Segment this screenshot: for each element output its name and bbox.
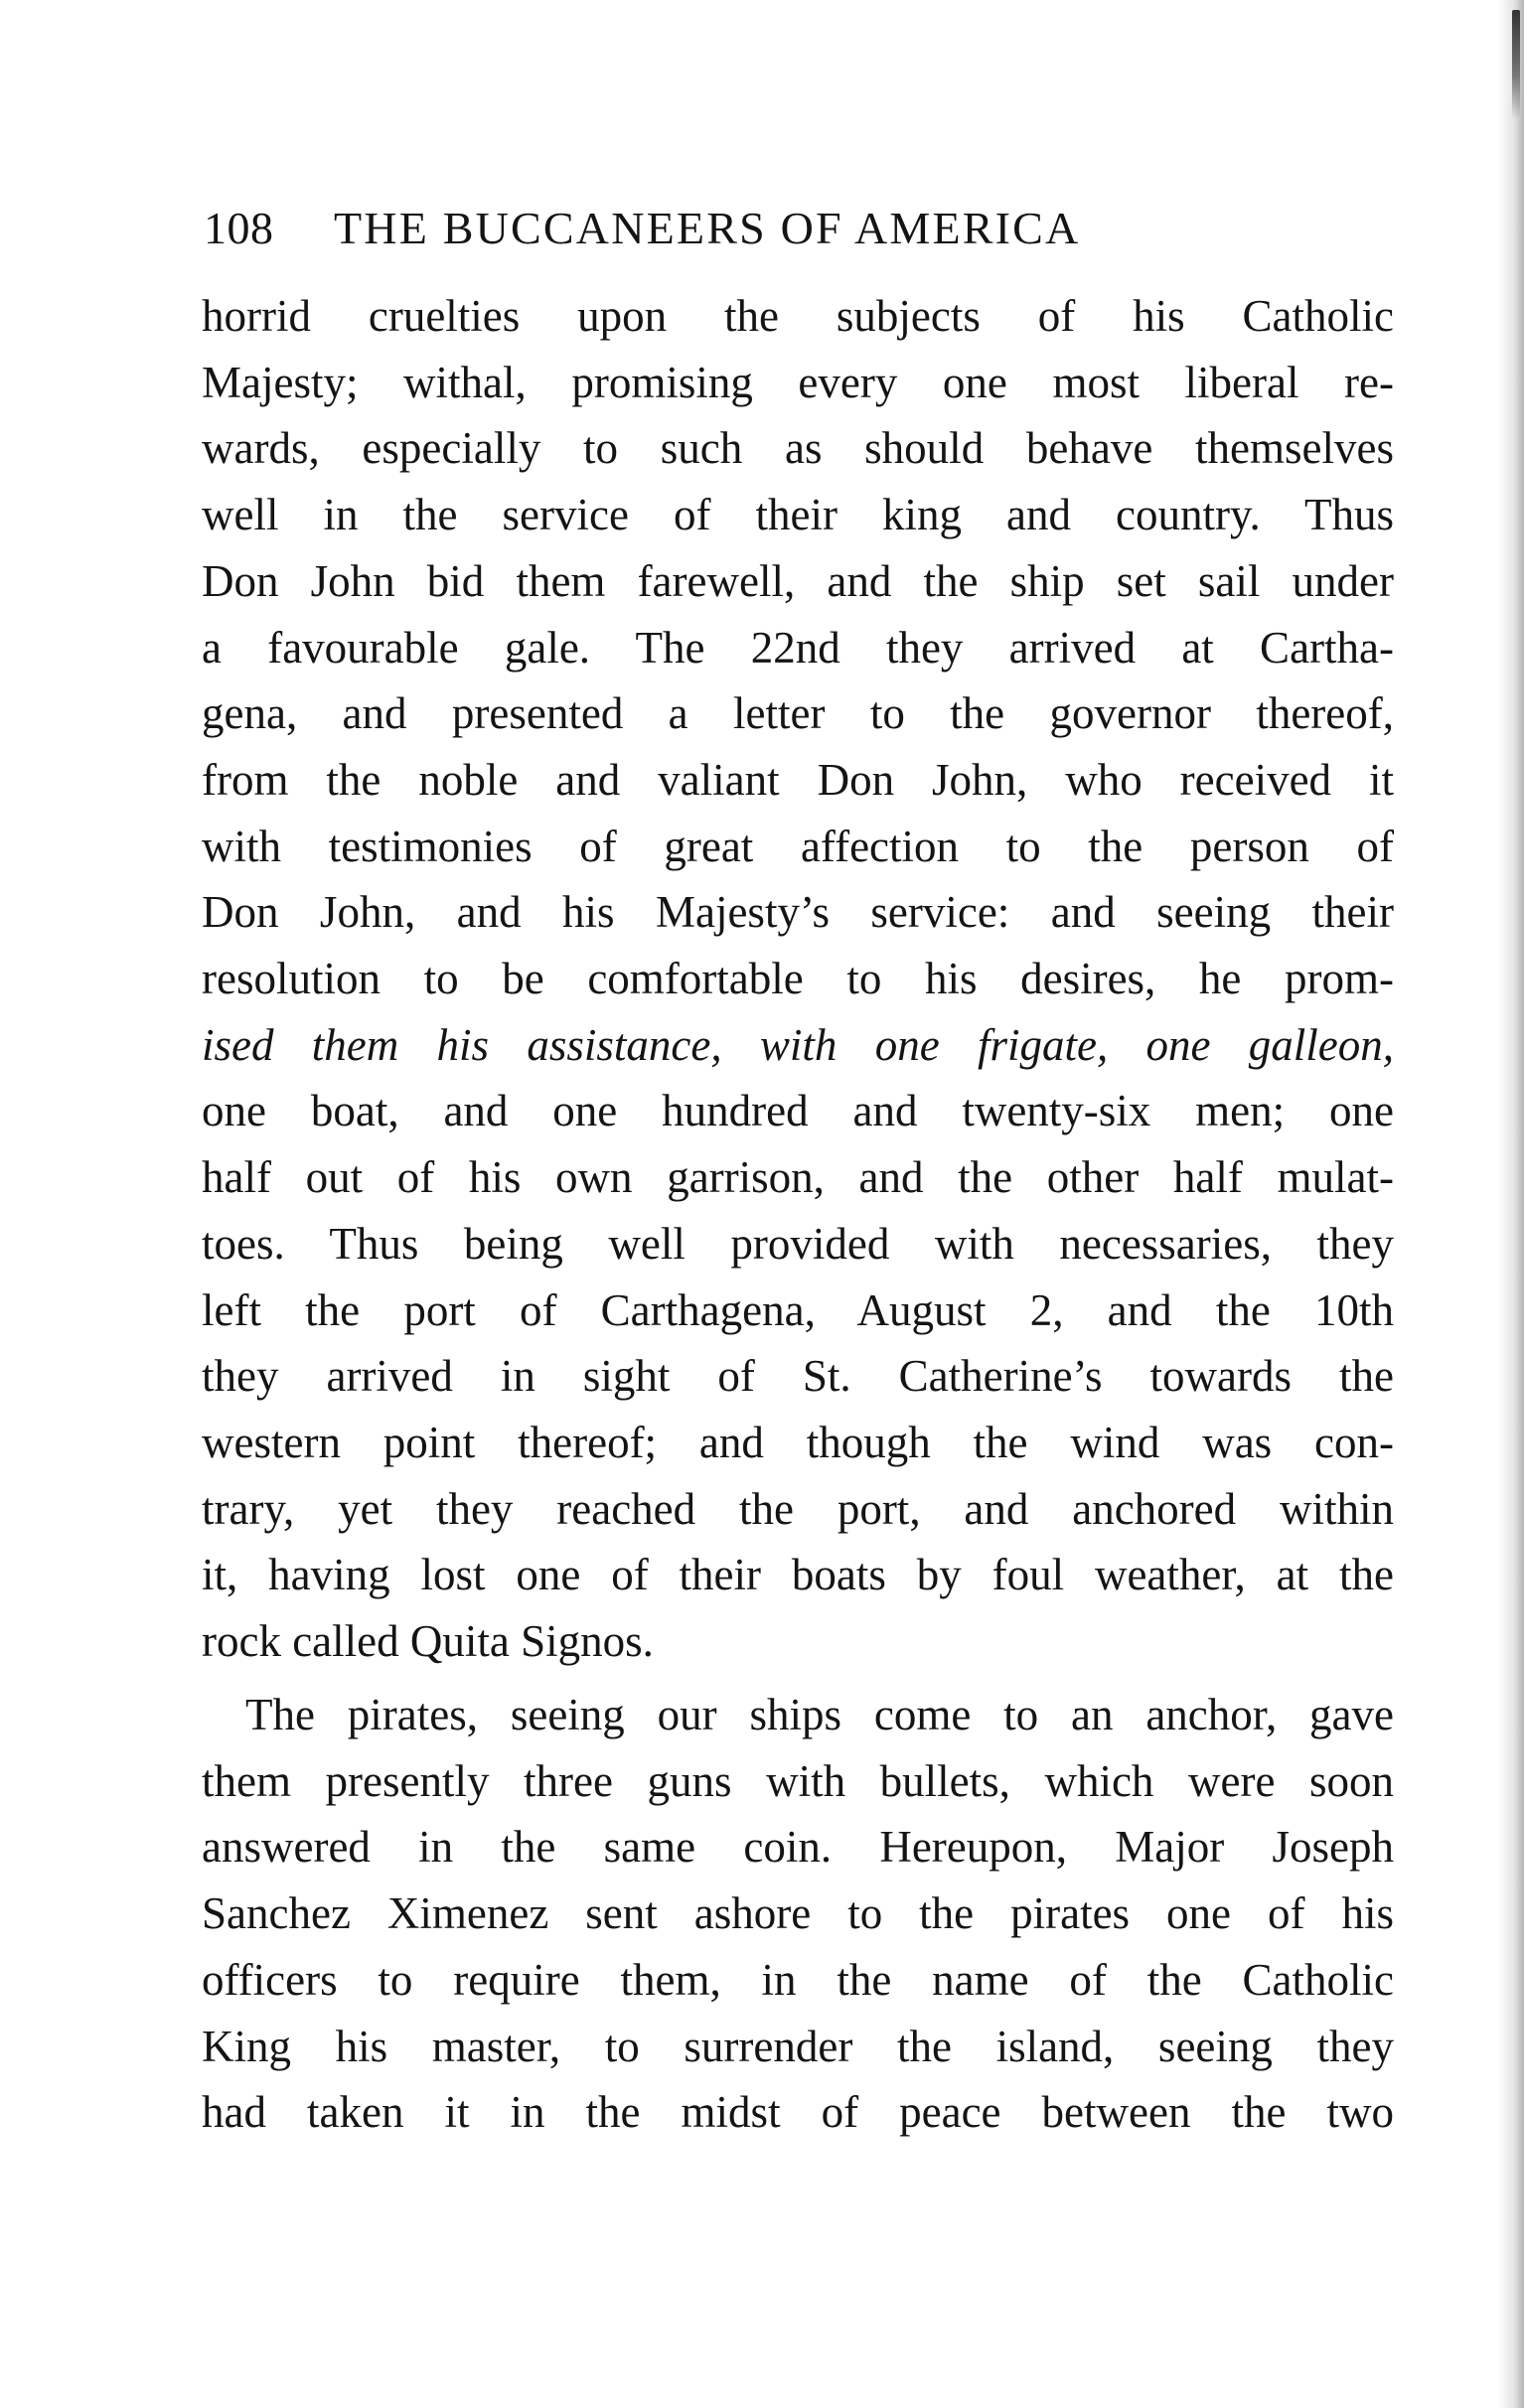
- text-line-1: horrid cruelties upon the subjects of his Catholic: [202, 291, 1394, 341]
- text-line-20: it, having lost one of their boats by foul weather, at the: [202, 1550, 1394, 1600]
- text-line-6: a favourable gale. The 22nd they arrived at Cartha-: [202, 622, 1394, 673]
- text-line-9: with testimonies of great affection to the person of: [202, 821, 1394, 871]
- text-line-7: gena, and presented a letter to the governor thereof,: [202, 688, 1394, 739]
- page-edge-shadow: [1498, 0, 1524, 2408]
- text-line-19: trary, yet they reached the port, and anchored within: [202, 1483, 1394, 1534]
- page-number: 108: [204, 203, 274, 253]
- running-header: [204, 197, 1376, 260]
- text-line-2: Majesty; withal, promising every one most liberal re-: [202, 357, 1394, 407]
- text-line-13: one boat, and one hundred and twenty-six men; one: [202, 1086, 1394, 1136]
- text-line-22: The pirates, seeing our ships come to an anchor, gave: [245, 1690, 1394, 1739]
- text-line-28: had taken it in the midst of peace between the two: [202, 2087, 1394, 2138]
- text-line-14: half out of his own garrison, and the other half mulat-: [202, 1152, 1394, 1203]
- text-line-15: toes. Thus being well provided with necessaries, they: [202, 1218, 1394, 1269]
- text-line-12: ised them his assistance, with one frigate, one galleon,: [202, 1019, 1394, 1070]
- text-line-10: Don John, and his Majesty’s service: and seeing their: [202, 887, 1394, 938]
- binding-mark: [1512, 10, 1520, 119]
- text-line-16: left the port of Carthagena, August 2, and the 10th: [202, 1284, 1394, 1335]
- text-line-11: resolution to be comfortable to his desires, he prom-: [202, 954, 1394, 1003]
- text-line-17: they arrived in sight of St. Catherine’s towards the: [202, 1351, 1394, 1402]
- text-line-26: officers to require them, in the name of the Catholic: [202, 1954, 1394, 2005]
- text-line-18: western point thereof; and though the wind was con-: [202, 1417, 1394, 1467]
- text-line-24: answered in the same coin. Hereupon, Major Joseph: [202, 1822, 1394, 1873]
- running-title: THE BUCCANEERS OF AMERICA: [334, 203, 1081, 253]
- text-line-4: well in the service of their king and country. Thus: [202, 490, 1394, 540]
- text-line-21: rock called Quita Signos.: [202, 1616, 654, 1666]
- text-line-23: them presently three guns with bullets, which were soon: [202, 1755, 1394, 1806]
- text-line-8: from the noble and valiant Don John, who received it: [202, 754, 1394, 805]
- text-line-3: wards, especially to such as should behave themselves: [202, 423, 1394, 474]
- text-line-25: Sanchez Ximenez sent ashore to the pirates one of his: [202, 1888, 1394, 1939]
- text-line-27: King his master, to surrender the island, seeing they: [202, 2021, 1394, 2071]
- text-line-5: Don John bid them farewell, and the ship set sail under: [202, 555, 1394, 606]
